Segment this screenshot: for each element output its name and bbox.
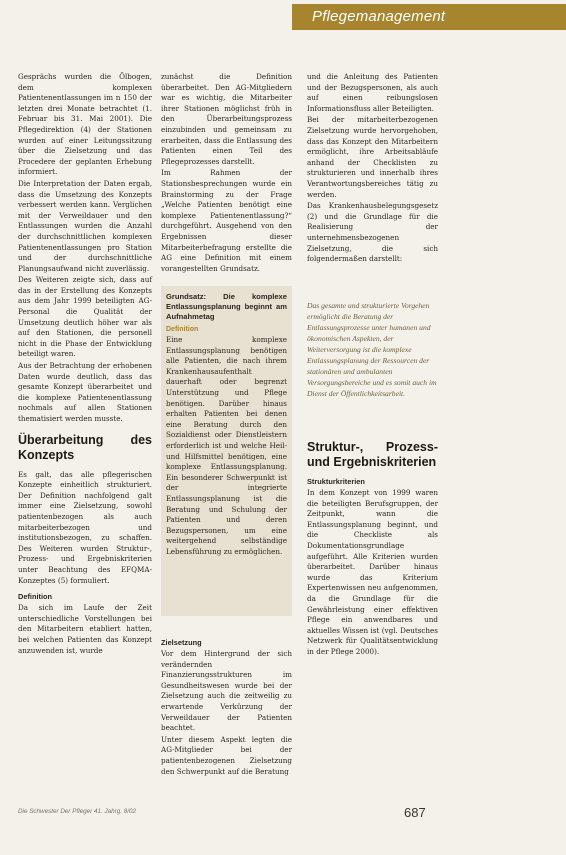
box-text: Eine komplexe Entlassungsplanung benötigen alle Patienten, die nach ihrem Krankenhausaufenthalt dauerhaft oder begrenzt Unterstützung und Pflege benötigen. Darüber hinaus erhalten Patienten bei denen eine Beratung durch den Sozialdienst oder Dienstleistern erforderlich ist und welche Heil- und Hilfsmittel benötigen, eine komplexe Entlassungsplanung. Ein besonderer Schwerpunkt ist der integrierte Entlassungsplanung ist die Beratung und Schulung der Patienten und deren Bezugspersonen, um eine weitergehend selbständige Lebensführung zu ermöglichen. xyxy=(166,335,287,556)
box-subtitle: Definition xyxy=(166,326,199,333)
paragraph: Da sich im Laufe der Zeit unterschiedliche Vorstellungen bei den Mitarbeitern etabliert hatten, bei welchen Patienten das Konzept anzuwenden ist, wurde xyxy=(18,603,152,655)
subheading: Definition xyxy=(18,592,53,602)
paragraph: Es galt, das alle pflegerischen Konzepte einheitlich strukturiert. Der Definition nachfolgend galt immer eine Zielsetzung, sowohl patientenbezogen als auch mitarbeiterbezogen und institutionsbezogen, zu schaffen. Des Weiteren wurden Struktur-, Prozess- und Ergebniskriterien unter Beachtung des EFQMA-Konzeptes (5) formuliert. xyxy=(18,469,152,585)
paragraph: Die Interpretation der Daten ergab, dass die Umsetzung des Konzepts verbessert werden kann. Verglichen mit der Verweildauer und den Entlassungen wurden die Anzahl der durchschnittlichen komplexen Patientenentlassungen pro Station und der durchschnittliche Planungsaufwand nicht zuverlässig. xyxy=(18,178,152,273)
paragraph: Bei der mitarbeiterbezogenen Zielsetzung wurde hervorgehoben, dass das Konzept den Mitarbeitern ermöglicht, ihre Arbeitsabläufe anhand der Checklisten zu strukturieren und innerhalb ihres Verantwortungsbereiches tätig zu werden. xyxy=(307,115,438,199)
section-heading: Struktur-, Prozess- und Ergebniskriterien xyxy=(307,440,438,469)
column-3 xyxy=(307,72,438,266)
subheading: Zielsetzung xyxy=(161,638,202,647)
zielsetzung-section xyxy=(161,632,292,777)
journal-footer: Die Schwester Der Pfleger 41. Jahrg. 8/02 xyxy=(18,808,136,815)
section-title: Pflegemanagement xyxy=(312,8,446,25)
page-number: 687 xyxy=(404,805,426,820)
paragraph: Aus der Betrachtung der erhobenen Daten wurde deutlich, dass das gesamte Konzept überarbeitet und die komplexe Patientenentlassung nochmals auf allen Stationen thematisiert werden musste. xyxy=(18,361,152,423)
column-2 xyxy=(161,72,292,275)
paragraph: Des Weiteren zeigte sich, dass auf das in der Erstellung des Konzepts aus dem Jahr 1999 beteiligten AG-Personal die Qualität der Umsetzung deutlich höher war als auf den Stationen, die personell nicht in die Phase der Entwicklung beteiligt waren. xyxy=(18,275,152,359)
paragraph: zunächst die Definition überarbeitet. Den AG-Mitgliedern war es wichtig, die Mitarbeiter ihrer Stationen möglichst früh in den Überarbeitungsprozess einzubinden und gemeinsam zu erarbeiten, dass die Entlassung des Patienten einen Teil des Pflegeprozesses darstellt. xyxy=(161,72,292,166)
paragraph: Das Krankenhausbelegungsgesetz (2) und die Grundlage für die Realisierung der unternehmensbezogenen Zielsetzung, die sich folgendermaßen darstellt: xyxy=(307,201,438,264)
criteria-section xyxy=(307,432,438,658)
paragraph: und die Anleitung des Patienten und der Bezugspersonen, als auch auf einen reibungslosen Informationsfluss aller Beteiligten. xyxy=(307,72,438,113)
paragraph: Im Rahmen der Stationsbesprechungen wurde ein Brainstorming zu der Frage „Welche Patienten benötigt eine komplexe Patientenentlassung?“ durchgeführt. Ausgehend von den Ergebnissen dieser Mitarbeiterbefragung erstellte die AG eine Definition mit einem vorangestellten Grundsatz. xyxy=(161,168,292,273)
column-1 xyxy=(18,72,152,657)
paragraph: Gesprächs wurden die Ölbogen, dem komplexen Patientenentlassungen im n 150 der letzten drei Monate betrachtet (1. Februar bis 31. Mai 2001). Die Pflegedirektion (4) der Stationen wurden auf einer Leitungssitzung über die Zielsetzung und das Procedere der geplanten Erhebung informiert. xyxy=(18,72,152,177)
box-title: Grundsatz: Die komplexe Entlassungsplanung beginnt am Aufnahmetag xyxy=(166,292,287,321)
paragraph: Vor dem Hintergrund der sich verändernden Finanzierungsstrukturen im Gesundheitswesen wurde bei der Zielsetzung auch die zeitweilig zu erwartende Verkürzung der Verweildauer der Patienten beachtet. xyxy=(161,649,292,733)
paragraph: Unter diesem Aspekt legten die AG-Mitglieder bei der patientenbezogenen Zielsetzung den Schwerpunkt auf die Beratung xyxy=(161,734,292,776)
paragraph: In dem Konzept von 1999 waren die beteiligten Berufsgruppen, der Zeitpunkt, wann die Entlassungsplanung beginnt, und die Checkliste als Dokumentationsgrundlage aufgeführt. Alle Kriterien wurden überarbeitet. Darüber hinaus wurde das Kriterium Expertenwissen neu aufgenommen, da die Grundlage für die Gewährleistung einer effektiven Pflege ein anwendbares und aktuelles Wissen ist (vgl. Deutsches Netzwerk für Qualitätsentwicklung in der Pflege 2000). xyxy=(307,488,438,656)
definition-box xyxy=(161,286,292,616)
section-heading: Überarbeitung des Konzepts xyxy=(18,432,152,462)
subheading: Strukturkriterien xyxy=(307,477,365,486)
pull-quote: Das gesamte und strukturierte Vorgehen ermöglicht die Beratung der Entlassungsprozesse unter humanen und ökonomischen Aspekten, der Weiterversorgung ist die komplexe Entlassungsplanung der Ressourcen der stationären und ambulanten Versorgungsbereiche und es somit auch im Dienst der Öffentlichkeitsarbeit. xyxy=(307,301,437,398)
